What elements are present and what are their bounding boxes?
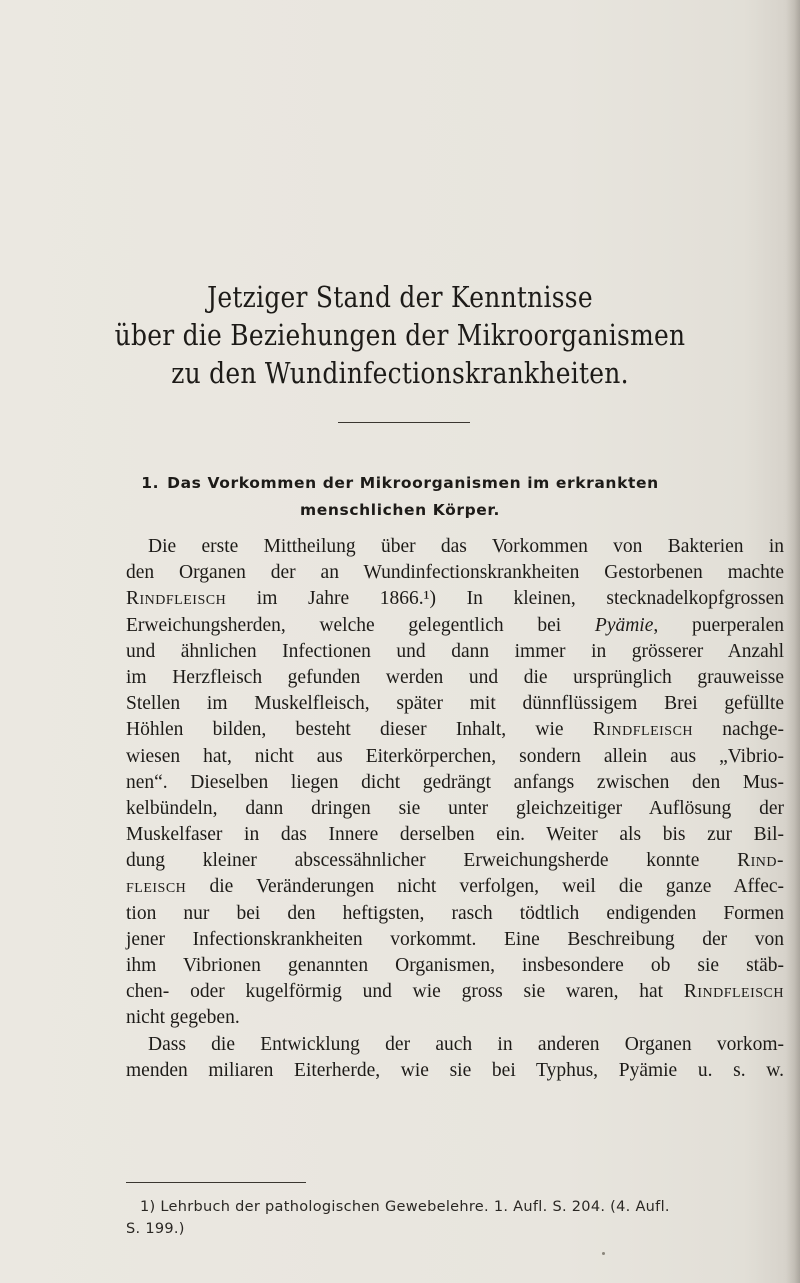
section-heading	[0, 470, 800, 524]
body-line: nen“. Dieselben liegen dicht gedrängt anfangs zwischen den Mus-	[126, 771, 784, 793]
title-divider	[338, 422, 470, 423]
body-line: chen- oder kugelförmig und wie gross sie waren, hat Rindfleisch	[126, 981, 784, 1003]
footnote-line-2: S. 199.)	[126, 1221, 185, 1237]
section-heading-line-1	[0, 470, 800, 497]
body-line: dung kleiner abscessähnlicher Erweichungsherde konnte Rind-	[126, 850, 784, 872]
body-line: ihm Vibrionen genannten Organismen, insbesondere ob sie stäb-	[126, 955, 784, 976]
body-line: kelbündeln, dann dringen sie unter gleichzeitiger Auflösung der	[126, 797, 784, 819]
footnote-divider	[126, 1182, 306, 1183]
section-heading-text-1: Das Vorkommen der Mikroorganismen im erkrankten	[167, 474, 659, 492]
section-number: 1.	[141, 474, 160, 492]
footnote-line-1: 1) Lehrbuch der pathologischen Gewebelehre. 1. Aufl. S. 204. (4. Aufl.	[140, 1199, 670, 1215]
section-heading-line-2: menschlichen Körper.	[300, 501, 500, 519]
body-line: Dass die Entwicklung der auch in anderen Organen vorkom-	[148, 1033, 784, 1055]
title-line-2: über die Beziehungen der Mikroorganismen	[114, 318, 686, 352]
body-line: tion nur bei den heftigsten, rasch tödtlich endigenden Formen	[126, 902, 784, 924]
body-line: Erweichungsherden, welche gelegentlich bei Pyämie, puerperalen	[126, 614, 785, 636]
paper-speck	[602, 1252, 605, 1255]
title-line-3: zu den Wundinfectionskrankheiten.	[171, 356, 629, 390]
body-line: menden miliaren Eiterherde, wie sie bei Typhus, Pyämie u. s. w.	[126, 1059, 784, 1081]
body-line: und ähnlichen Infectionen und dann immer in grösserer Anzahl	[126, 640, 784, 662]
footnote	[126, 1196, 766, 1240]
body-line: Rindfleisch im Jahre 1866.¹) In kleinen, stecknadelkopfgrossen	[126, 588, 784, 610]
title-line-1: Jetziger Stand der Kenntnisse	[207, 280, 593, 314]
body-line: Stellen im Muskelfleisch, später mit dünnflüssigem Brei gefüllte	[126, 693, 784, 715]
body-line: wiesen hat, nicht aus Eiterkörperchen, sondern allein aus „Vibrio-	[126, 745, 784, 767]
body-text	[126, 534, 784, 1084]
body-line: Höhlen bilden, besteht dieser Inhalt, wie Rindfleisch nachge-	[126, 719, 784, 741]
body-line: den Organen der an Wundinfectionskrankheiten Gestorbenen machte	[126, 562, 784, 584]
body-line: Die erste Mittheilung über das Vorkommen von Bakterien in	[148, 536, 784, 557]
body-line: Muskelfaser in das Innere derselben ein. Weiter als bis zur Bil-	[126, 824, 784, 846]
body-line: nicht gegeben.	[126, 1007, 240, 1029]
body-line: im Herzfleisch gefunden werden und die ursprünglich grauweisse	[126, 666, 784, 688]
chapter-title	[0, 278, 800, 392]
page-edge-shadow	[786, 0, 800, 1283]
body-line: fleisch die Veränderungen nicht verfolgen, weil die ganze Affec-	[126, 876, 784, 898]
body-line: jener Infectionskrankheiten vorkommt. Eine Beschreibung der von	[126, 928, 784, 950]
